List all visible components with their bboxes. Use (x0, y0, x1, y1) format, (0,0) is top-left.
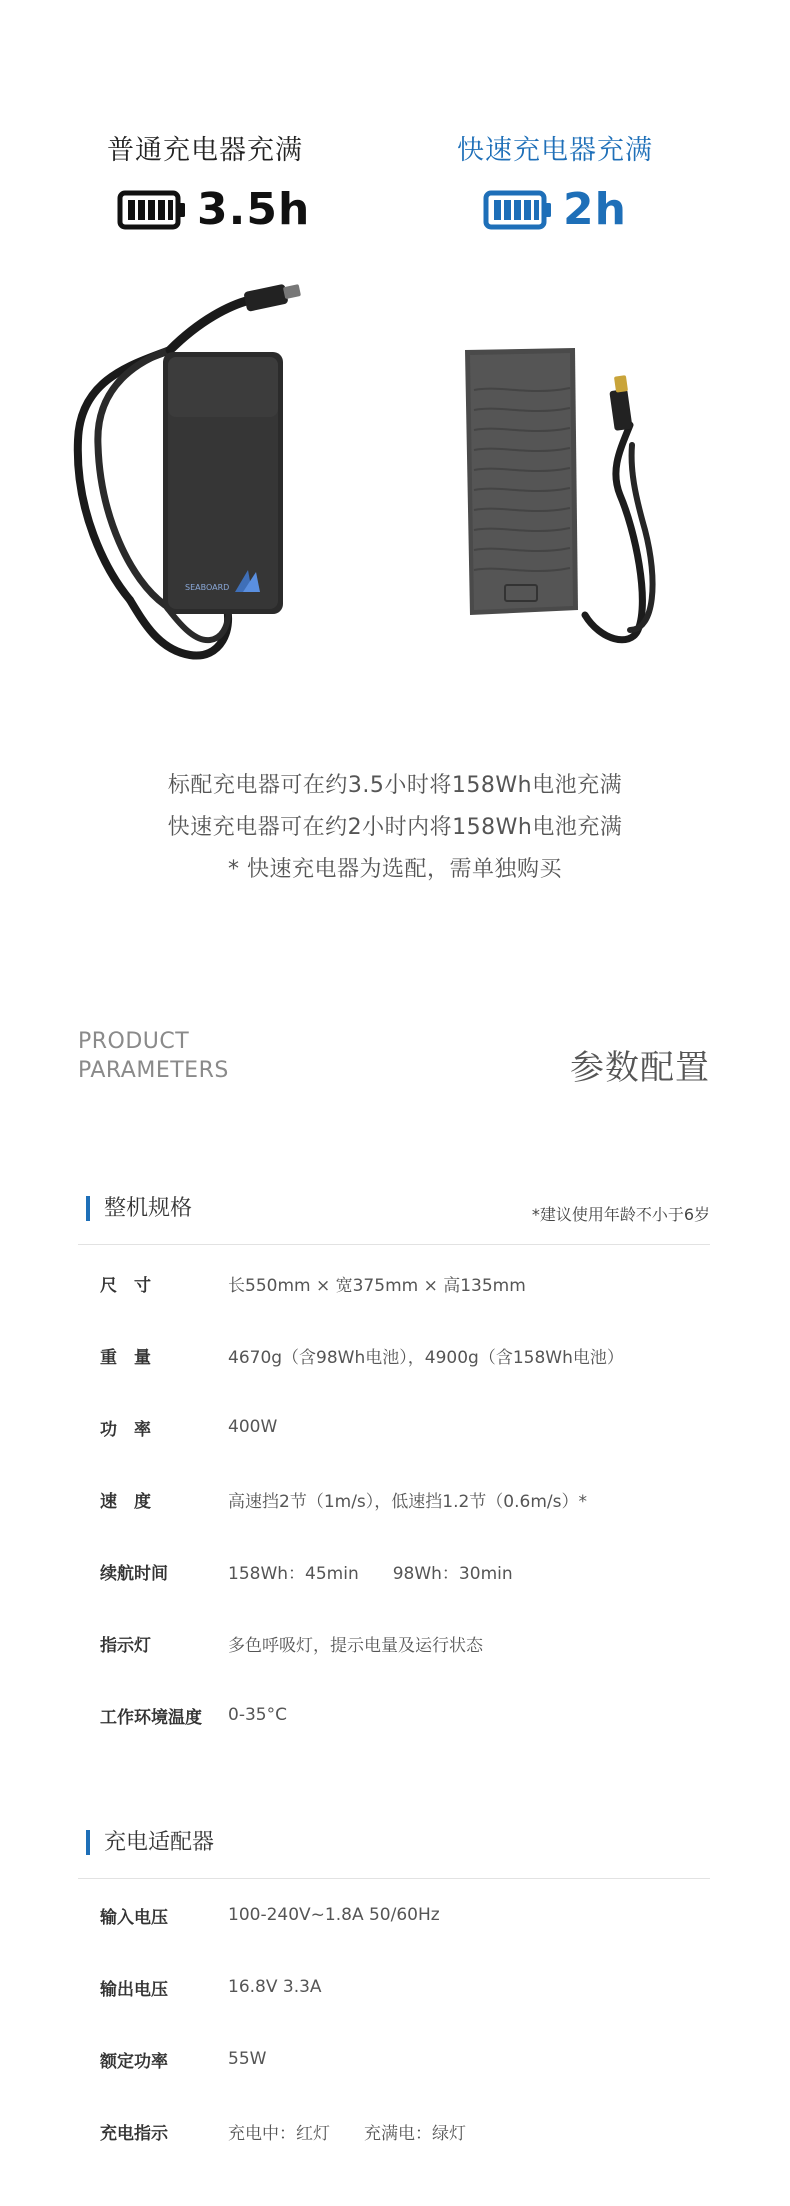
battery-full-icon (117, 190, 187, 230)
adapter-row (100, 1900, 710, 1930)
adapter-row (100, 2044, 710, 2074)
spec-value: 4670g（含98Wh电池），4900g（含158Wh电池） (228, 1347, 624, 1368)
spec-row (100, 1484, 710, 1514)
spec-label: 工作环境温度 (100, 1707, 202, 1728)
spec-value: 多色呼吸灯，提示电量及运行状态 (228, 1635, 483, 1656)
spec-label: 速 度 (100, 1491, 151, 1512)
adapter-label: 输出电压 (100, 1979, 168, 2000)
adapter-divider (78, 1878, 710, 1879)
normal-charge-time (117, 184, 310, 235)
spec-age-note: *建议使用年龄不小于6岁 (531, 1205, 710, 1224)
params-en-line1: PRODUCT (78, 1029, 190, 1054)
spec-value: 158Wh：45min 98Wh：30min (228, 1563, 513, 1584)
adapter-label: 额定功率 (100, 2051, 168, 2072)
spec-label: 续航时间 (100, 1563, 168, 1584)
note-fast-charger: 快速充电器可在约2小时内将158Wh电池充满 (167, 815, 623, 840)
adapter-value: 充电中：红灯 充满电：绿灯 (228, 2123, 466, 2144)
spec-label: 尺 寸 (100, 1275, 151, 1296)
normal-charger-image (60, 270, 310, 670)
spec-row (100, 1340, 710, 1370)
adapter-value: 55W (228, 2049, 267, 2069)
fast-charger-image (460, 330, 720, 660)
spec-value: 0-35°C (228, 1705, 287, 1725)
spec-divider (78, 1244, 710, 1245)
adapter-value: 16.8V 3.3A (228, 1977, 322, 1997)
adapter-value: 100-240V~1.8A 50/60Hz (228, 1905, 440, 1925)
spec-label: 指示灯 (100, 1635, 151, 1656)
spec-row (100, 1700, 710, 1730)
spec-row (100, 1556, 710, 1586)
adapter-row (100, 2116, 710, 2146)
normal-time-value: 3.5h (197, 184, 311, 235)
fast-charge-time (483, 184, 627, 235)
params-chinese-heading: 参数配置 (570, 1048, 710, 1088)
spec-row (100, 1268, 710, 1298)
adapter-section-title: 充电适配器 (86, 1830, 214, 1855)
fast-time-value: 2h (563, 184, 627, 235)
spec-row (100, 1628, 710, 1658)
svg-text:SEABOARD: SEABOARD (185, 583, 230, 592)
adapter-label: 充电指示 (100, 2123, 168, 2144)
normal-charger-title: 普通充电器充满 (107, 135, 303, 166)
params-en-line2: PARAMETERS (78, 1058, 229, 1083)
fast-charger-title: 快速充电器充满 (457, 135, 653, 166)
spec-label: 重 量 (100, 1347, 151, 1368)
spec-value: 高速挡2节（1m/s），低速挡1.2节（0.6m/s）* (228, 1491, 587, 1512)
spec-value: 400W (228, 1417, 278, 1437)
note-fast-optional: * 快速充电器为选配，需单独购买 (228, 857, 562, 882)
spec-value: 长550mm × 宽375mm × 高135mm (228, 1275, 526, 1296)
battery-full-icon (483, 190, 553, 230)
adapter-label: 输入电压 (100, 1907, 168, 1928)
note-standard-charger: 标配充电器可在约3.5小时将158Wh电池充满 (167, 773, 623, 798)
adapter-row (100, 1972, 710, 2002)
spec-label: 功 率 (100, 1419, 151, 1440)
params-english-heading (78, 1027, 229, 1085)
spec-section-title: 整机规格 (86, 1196, 192, 1221)
spec-row (100, 1412, 710, 1442)
